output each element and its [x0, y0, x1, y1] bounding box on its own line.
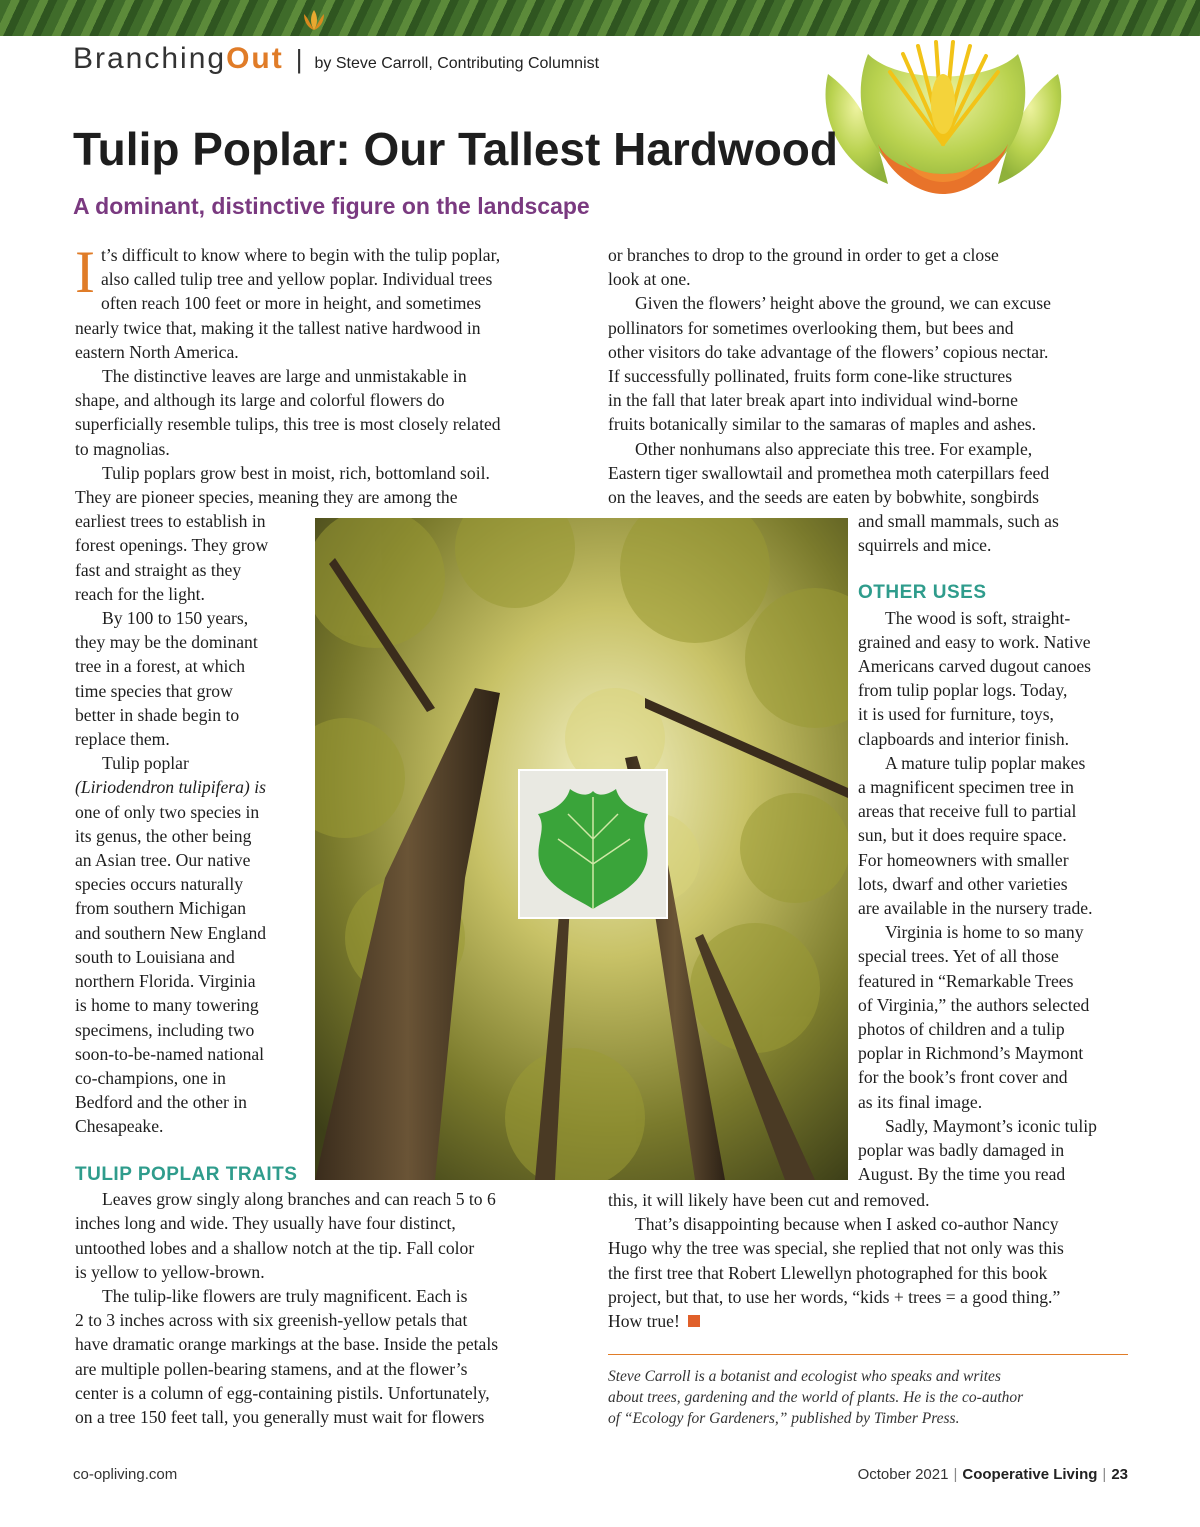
paragraph: Leaves grow singly along branches and can reach 5 to 6 inches long and wide. They usually have four distinct, untoothed lobes and a shallow notch at the tip. Fall color is yellow to yellow-brown. [75, 1189, 496, 1282]
leaf-pattern-banner [0, 0, 1200, 36]
article-subtitle: A dominant, distinctive figure on the landscape [73, 193, 590, 219]
column-name-part2: Out [226, 42, 284, 75]
right-column-top [608, 243, 1138, 509]
footer-issue-info [858, 1466, 1128, 1483]
end-of-article-square-icon [688, 1315, 700, 1327]
footer-date: October 2021 [857, 1466, 949, 1483]
paragraph: By 100 to 150 years, they may be the dominant tree in a forest, at which time species that grow better in shade begin to replace them. [75, 608, 258, 750]
paragraph: Sadly, Maymont’s iconic tulip poplar was badly damaged in August. By the time you read [858, 1115, 1097, 1185]
section-heading-uses: OTHER USES [858, 582, 987, 604]
tulip-leaf-inset [518, 769, 668, 919]
paragraph: Virginia is home to so many special trees. Yet of all those featured in “Remarkable Trees of Virginia,” the authors selected photos of children and a tulip poplar in Richmond’s Maymont for the book’s front cover and as its final image. [858, 922, 1090, 1112]
paragraph: The tulip-like flowers are truly magnificent. Each is 2 to 3 inches across with six greenish-yellow petals that have dramatic orange markings at the base. Inside the petals are multiple pollen-bearing stamens, and at the flower’s center is a column of egg-containing pistils. Unfortunately, on a tree 150 feet tall, you generally must wait for flowers [75, 1286, 499, 1428]
paragraph: That’s disappointing because when I asked co-author Nancy Hugo why the tree was special, she replied that not only was this the first tree that Robert Llewellyn photographed for this book project, but that, to use her words, “kids + trees = a good thing.” How true! [608, 1214, 1064, 1332]
drop-cap: I [75, 239, 95, 305]
paragraph: Tulip poplars grow best in moist, rich, bottomland soil. They are pioneer species, meaning they are among the earliest trees to establish in forest openings. They grow fast and straight as they reach for the light. [75, 462, 490, 604]
bio-divider [608, 1354, 1128, 1355]
paragraph: The distinctive leaves are large and unmistakable in shape, and although its large and colorful flowers do superficially resemble tulips, this tree is most closely related to magnolias. [75, 366, 501, 459]
paragraph-continued: this, it will likely have been cut and removed. [608, 1190, 930, 1210]
paragraph: Given the flowers’ height above the ground, we can excuse pollinators for sometimes overlooking them, but bees and other visitors do take advantage of the flowers’ copious nectar. If successfully pollinated, fruits form cone-like structures in the fall that later break apart into individual wind-borne fruits botanically similar to the samaras of maples and ashes. [608, 293, 1051, 435]
tulip-ornament-icon [296, 6, 332, 32]
article-title: Tulip Poplar: Our Tallest Hardwood [73, 123, 838, 175]
section-heading-traits: TULIP POPLAR TRAITS [75, 1164, 298, 1185]
footer-website: co-opliving.com [73, 1466, 178, 1483]
column-name-part1: Branching [73, 42, 227, 75]
right-column-bottom [608, 1188, 1148, 1333]
paragraph: Tulip poplar (Liriodendron tulipifera) is one of only two species in its genus, the other being an Asian tree. Our native species occurs naturally from southern Michigan and southern New England south to Louisiana and northern Florida. Virginia is home to many towering specimens, including two soon-to-be-named national co-champions, one in Bedford and the other in Chesapeake. [75, 753, 267, 1137]
footer-page-number: 23 [1111, 1466, 1128, 1483]
paragraph: Other nonhumans also appreciate this tree. For example, Eastern tiger swallowtail and promethea moth caterpillars feed on the leaves, and the seeds are eaten by bobwhite, songbirds [608, 438, 1050, 508]
footer-separator: | [953, 1466, 958, 1483]
byline: by Steve Carroll, Contributing Columnist [314, 55, 600, 72]
paragraph: or branches to drop to the ground in order to get a close look at one. [608, 245, 999, 290]
footer-magazine: Cooperative Living [962, 1466, 1098, 1483]
paragraph: The wood is soft, straight- grained and easy to work. Native Americans carved dugout canoes from tulip poplar logs. Today, it is used for furniture, toys, clapboards and interior finish. [858, 607, 1092, 749]
left-column-bottom [75, 1163, 575, 1429]
intro-paragraph: I t’s difficult to know where to begin with the tulip poplar, also called tulip tree and yellow poplar. Individual trees often reach 100 feet or more in height, and sometimes nearly twice that, making it the tallest native hardwood in eastern North America. [75, 239, 501, 362]
masthead-separator: | [295, 44, 303, 74]
footer-separator: | [1102, 1466, 1107, 1483]
column-masthead [73, 42, 599, 78]
paragraph: A mature tulip poplar makes a magnificent specimen tree in areas that receive full to partial sun, but it does require space. For homeowners with smaller lots, dwarf and other varieties are available in the nursery trade. [858, 752, 1093, 919]
author-bio: Steve Carroll is a botanist and ecologist who speaks and writes about trees, gardening and the world of plants. He is the co-author of “Ecology for Gardeners,” published by Timber Press. [608, 1368, 1024, 1427]
right-narrow-column [858, 509, 1148, 1186]
paragraph-continued: and small mammals, such as squirrels and mice. [858, 511, 1059, 556]
tulip-flower-illustration [808, 34, 1078, 204]
